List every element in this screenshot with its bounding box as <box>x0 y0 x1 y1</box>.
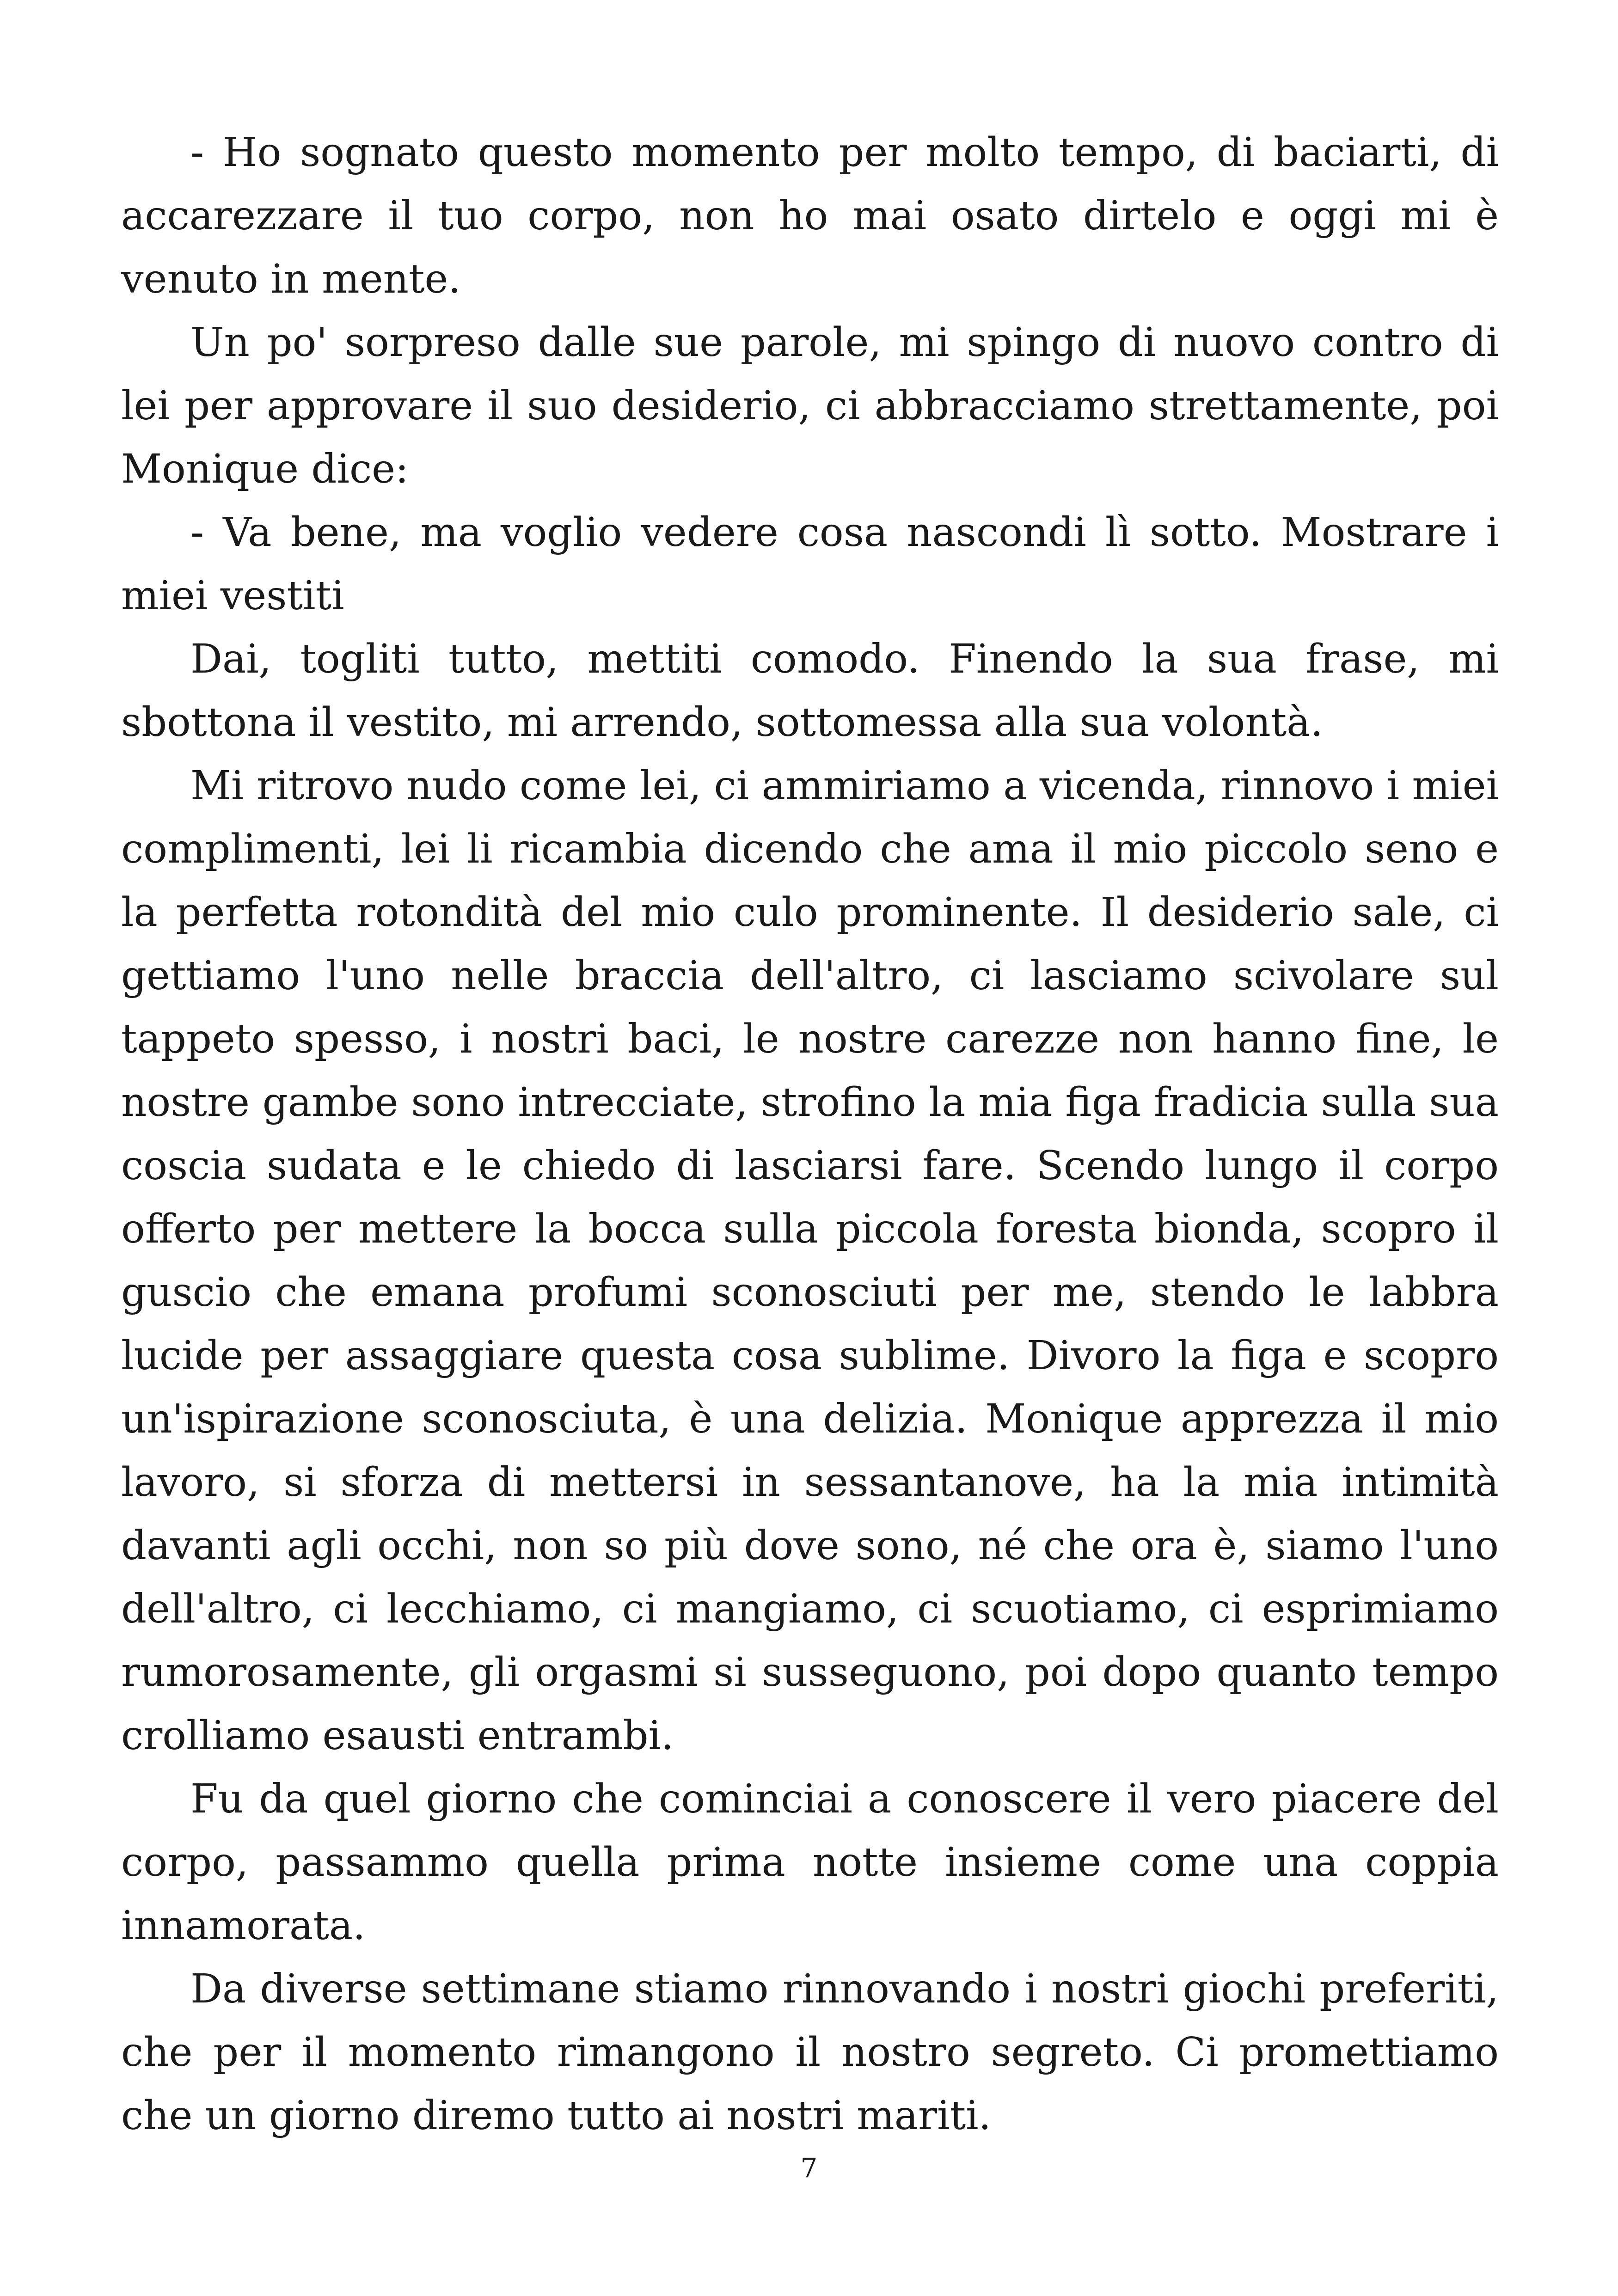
page-number: 7 <box>800 2152 818 2184</box>
paragraph-7: Da diverse settimane stiamo rinnovando i nostri giochi preferiti, che per il momento rimangono il nostro segreto. Ci promettiamo che un giorno diremo tutto ai nostri mariti. <box>121 1966 1499 2139</box>
body-text <box>121 121 1499 2148</box>
paragraph-1: - Ho sognato questo momento per molto tempo, di baciarti, di accarezzare il tuo corpo, non ho mai osato dirtelo e oggi mi è venuto in mente. <box>121 129 1499 302</box>
paragraph-2: Un po' sorpreso dalle sue parole, mi spingo di nuovo contro di lei per approvare il suo desiderio, ci abbracciamo strettamente, poi Monique dice: <box>121 319 1499 492</box>
paragraph-4: Dai, togliti tutto, mettiti comodo. Finendo la sua frase, mi sbottona il vestito, mi arrendo, sottomessa alla sua volontà. <box>121 636 1499 746</box>
paragraph-5: Mi ritrovo nudo come lei, ci ammiriamo a vicenda, rinnovo i miei complimenti, lei li ricambia dicendo che ama il mio piccolo seno e la perfetta rotondità del mio culo prominente. Il desiderio sale, ci gettiamo l'uno nelle braccia dell'altro, ci lasciamo scivolare sul tappeto spesso, i nostri baci, le nostre carezze non hanno fine, le nostre gambe sono intrecciate, strofino la mia figa fradicia sulla sua coscia sudata e le chiedo di lasciarsi fare. Scendo lungo il corpo offerto per mettere la bocca sulla piccola foresta bionda, scopro il guscio che emana profumi sconosciuti per me, stendo le labbra lucide per assaggiare questa cosa sublime. Divoro la figa e scopro un'ispirazione sconosciuta, è una delizia. Monique apprezza il mio lavoro, si sforza di mettersi in sessantanove, ha la mia intimità davanti agli occhi, non so più dove sono, né che ora è, siamo l'uno dell'altro, ci lecchiamo, ci mangiamo, ci scuotiamo, ci esprimiamo rumorosamente, gli orgasmi si susseguono, poi dopo quanto tempo crolliamo esausti entrambi. <box>121 763 1499 1759</box>
paragraph-3: - Va bene, ma voglio vedere cosa nascondi lì sotto. Mostrare i miei vestiti <box>121 509 1499 619</box>
paragraph-6: Fu da quel giorno che cominciai a conoscere il vero piacere del corpo, passammo quella prima notte insieme come una coppia innamorata. <box>121 1776 1499 1949</box>
